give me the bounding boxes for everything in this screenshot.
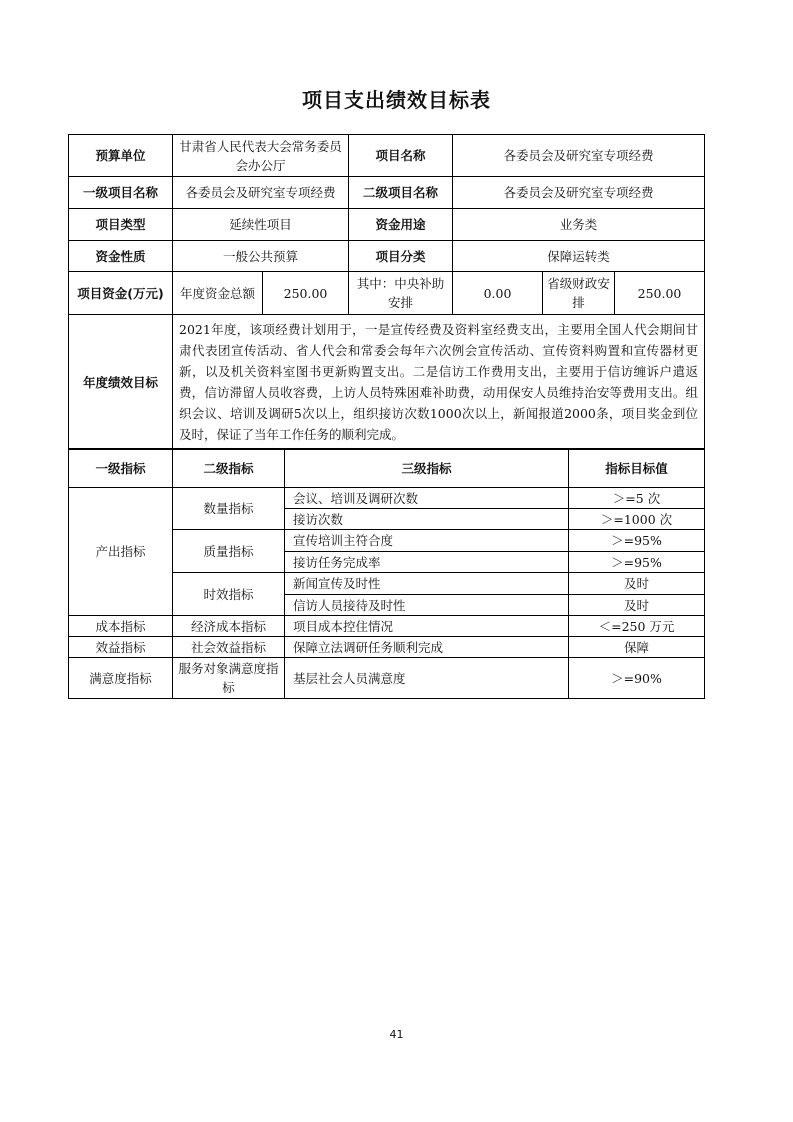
- project-name-label: 项目名称: [349, 135, 453, 177]
- provincial-label: 省级财政安排: [543, 272, 615, 315]
- level2-name-value: 各委员会及研究室专项经费: [453, 177, 705, 209]
- indicator-name: 保障立法调研任务顺利完成: [285, 637, 569, 658]
- central-subsidy-label: 其中：中央补助安排: [349, 272, 453, 315]
- fund-use-label: 资金用途: [349, 209, 453, 241]
- header-target: 指标目标值: [569, 449, 705, 488]
- indicator-name: 基层社会人员满意度: [285, 658, 569, 699]
- annual-goal-text: 2021年度，该项经费计划用于，一是宣传经费及资料室经费支出，主要用全国人代会期间甘肃代表团宣传活动、省人代会和常委会每年六次例会宣传活动、宣传资料购置和宣传器材更新，以及机关资料室图书更新购置支出。二是信访工作费用支出，主要用于信访缠诉户遣返费，信访滞留人员收容费，上访人员特殊困难补助费，动用保安人员维持治安等费用支出。组织会议、培训及调研5次以上，组织接访次数1000次以上，新闻报道2000条，项目奖金到位及时，保证了当年工作任务的顺利完成。: [173, 315, 705, 450]
- social-benefit-indicator-label: 社会效益指标: [173, 637, 285, 658]
- indicator-name: 信访人员接待及时性: [285, 595, 569, 616]
- project-type-label: 项目类型: [69, 209, 173, 241]
- project-category-label: 项目分类: [349, 241, 453, 272]
- indicator-name: 宣传培训主符合度: [285, 530, 569, 552]
- fund-use-value: 业务类: [453, 209, 705, 241]
- budget-unit-value: 甘肃省人民代表大会常务委员会办公厅: [173, 135, 349, 177]
- header-level2: 二级指标: [173, 449, 285, 488]
- indicator-value: 及时: [569, 595, 705, 616]
- indicator-name: 会议、培训及调研次数: [285, 488, 569, 509]
- provincial-value: 250.00: [615, 272, 705, 315]
- page-number: 41: [389, 1028, 404, 1041]
- fund-nature-label: 资金性质: [69, 241, 173, 272]
- indicator-table: [68, 448, 705, 699]
- project-type-value: 延续性项目: [173, 209, 349, 241]
- indicator-value: ＞=95%: [569, 530, 705, 552]
- indicator-name: 项目成本控住情况: [285, 616, 569, 637]
- level2-name-label: 二级项目名称: [349, 177, 453, 209]
- indicator-value: ＜=250 万元: [569, 616, 705, 637]
- basic-info-table: [68, 134, 705, 450]
- project-funds-label: 项目资金(万元): [69, 272, 173, 315]
- annual-total-value: 250.00: [263, 272, 349, 315]
- indicator-name: 接访任务完成率: [285, 552, 569, 573]
- quantity-indicator-label: 数量指标: [173, 488, 285, 530]
- benefit-indicator-label: 效益指标: [69, 637, 173, 658]
- indicator-name: 新闻宣传及时性: [285, 573, 569, 595]
- header-level3: 三级指标: [285, 449, 569, 488]
- timeliness-indicator-label: 时效指标: [173, 573, 285, 616]
- quality-indicator-label: 质量指标: [173, 530, 285, 573]
- header-level1: 一级指标: [69, 449, 173, 488]
- annual-total-label: 年度资金总额: [173, 272, 263, 315]
- indicator-value: ＞=5 次: [569, 488, 705, 509]
- indicator-value: ＞=1000 次: [569, 509, 705, 530]
- page-title: 项目支出绩效目标表: [302, 88, 491, 112]
- annual-goal-label: 年度绩效目标: [69, 315, 173, 450]
- output-indicator-label: 产出指标: [69, 488, 173, 616]
- indicator-value: ＞=90%: [569, 658, 705, 699]
- satisfaction-indicator-label: 满意度指标: [69, 658, 173, 699]
- economic-cost-indicator-label: 经济成本指标: [173, 616, 285, 637]
- project-category-value: 保障运转类: [453, 241, 705, 272]
- central-subsidy-value: 0.00: [453, 272, 543, 315]
- budget-unit-label: 预算单位: [69, 135, 173, 177]
- indicator-value: ＞=95%: [569, 552, 705, 573]
- level1-name-value: 各委员会及研究室专项经费: [173, 177, 349, 209]
- level1-name-label: 一级项目名称: [69, 177, 173, 209]
- indicator-value: 及时: [569, 573, 705, 595]
- fund-nature-value: 一般公共预算: [173, 241, 349, 272]
- indicator-name: 接访次数: [285, 509, 569, 530]
- indicator-value: 保障: [569, 637, 705, 658]
- cost-indicator-label: 成本指标: [69, 616, 173, 637]
- project-name-value: 各委员会及研究室专项经费: [453, 135, 705, 177]
- service-satisfaction-indicator-label: 服务对象满意度指标: [173, 658, 285, 699]
